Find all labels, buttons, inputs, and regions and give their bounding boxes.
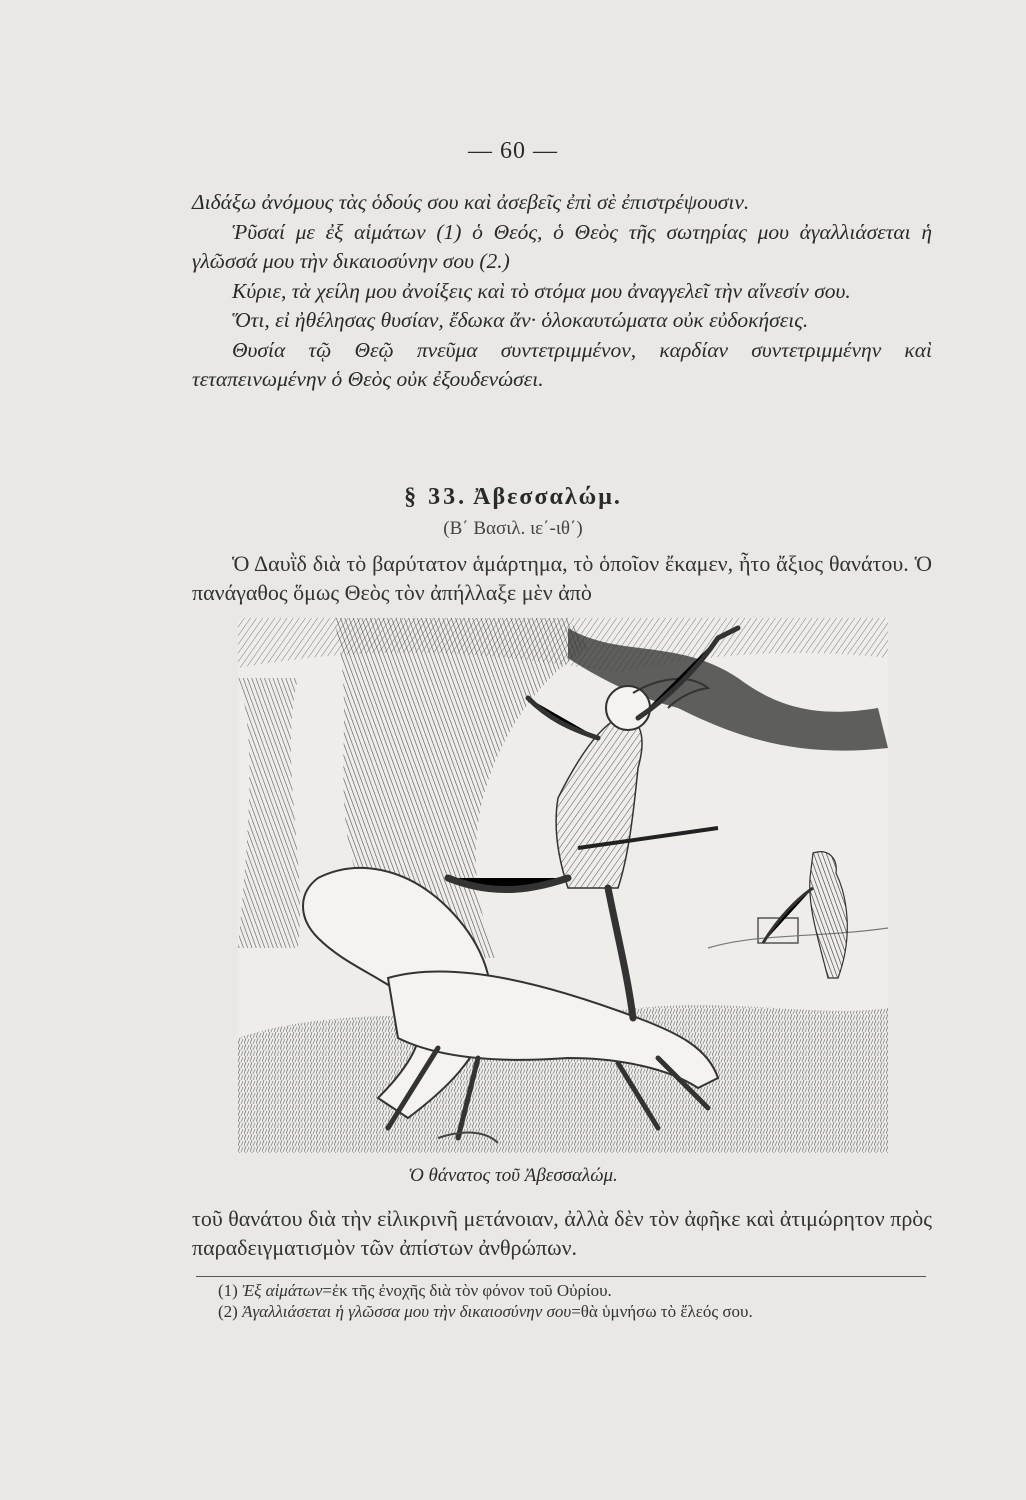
footnote-divider [196, 1276, 926, 1277]
footnote-text: =θὰ ὑμνήσω τὸ ἔλεός σου. [571, 1302, 753, 1321]
section-number: § 33. [404, 484, 468, 510]
psalm-verses [192, 188, 932, 395]
illustration-caption: Ὁ θάνατος τοῦ Ἀβεσσαλώμ. [408, 1165, 618, 1186]
absalom-death-engraving [238, 618, 888, 1153]
psalm-line: Ὅτι, εἰ ἠθέλησας θυσίαν, ἔδωκα ἄν· ὁλοκαυτώματα οὐκ εὐδοκήσεις. [232, 308, 809, 332]
footnote [196, 1280, 932, 1301]
footnote-text: =ἐκ τῆς ἐνοχῆς διὰ τὸν φόνον τοῦ Οὐρίου. [322, 1281, 612, 1300]
psalm-line: Ῥῦσαί με ἐξ αἱμάτων (1) ὁ Θεός, ὁ Θεὸς τῆς σωτηρίας μου ἀγαλλιάσεται ἡ γλῶσσά μου τὴν δικαιοσύνην σου (2.) [192, 219, 932, 273]
section-reference: (Β΄ Βασιλ. ιε΄-ιθ΄) [443, 518, 583, 539]
footnote-marker: (2) [218, 1302, 238, 1321]
section-title: Ἀβεσσαλώμ. [473, 484, 622, 510]
body-paragraph-bottom: τοῦ θανάτου διὰ τὴν εἰλικρινῆ μετάνοιαν, ἀλλὰ δὲν τὸν ἀφῆκε καὶ ἀτιμώρητον πρὸς παραδειγματισμὸν τῶν ἀπίστων ἀνθρώπων. [192, 1206, 933, 1260]
psalm-line: Κύριε, τὰ χείλη μου ἀνοίξεις καὶ τὸ στόμα μου ἀναγγελεῖ τὴν αἴνεσίν σου. [232, 278, 851, 303]
footnote-term: Ἐξ αἱμάτων [242, 1281, 323, 1300]
page-number: — 60 — [468, 138, 558, 164]
footnote-marker: (1) [218, 1281, 238, 1300]
body-paragraph-top: Ὁ Δαυῒδ διὰ τὸ βαρύτατον ἁμάρτημα, τὸ ὁποῖον ἔκαμεν, ἦτο ἄξιος θανάτου. Ὁ πανάγαθος ὅμως Θεὸς τὸν ἀπήλλαξε μὲν ἀπὸ [192, 551, 932, 605]
section-heading [0, 484, 1026, 511]
footnote-term: Ἀγαλλιάσεται ἡ γλῶσσα μου τὴν δικαιοσύνην σου [242, 1302, 572, 1321]
psalm-line: Διδάξω ἀνόμους τὰς ὁδούς σου καὶ ἀσεβεῖς ἐπὶ σὲ ἐπιστρέψουσιν. [192, 190, 750, 214]
footnotes [196, 1280, 932, 1322]
footnote [196, 1301, 932, 1322]
psalm-line: Θυσία τῷ Θεῷ πνεῦμα συντετριμμένον, καρδίαν συντετριμμένην καὶ τεταπεινωμένην ὁ Θεὸς οὐκ ἐξουδενώσει. [192, 337, 932, 391]
